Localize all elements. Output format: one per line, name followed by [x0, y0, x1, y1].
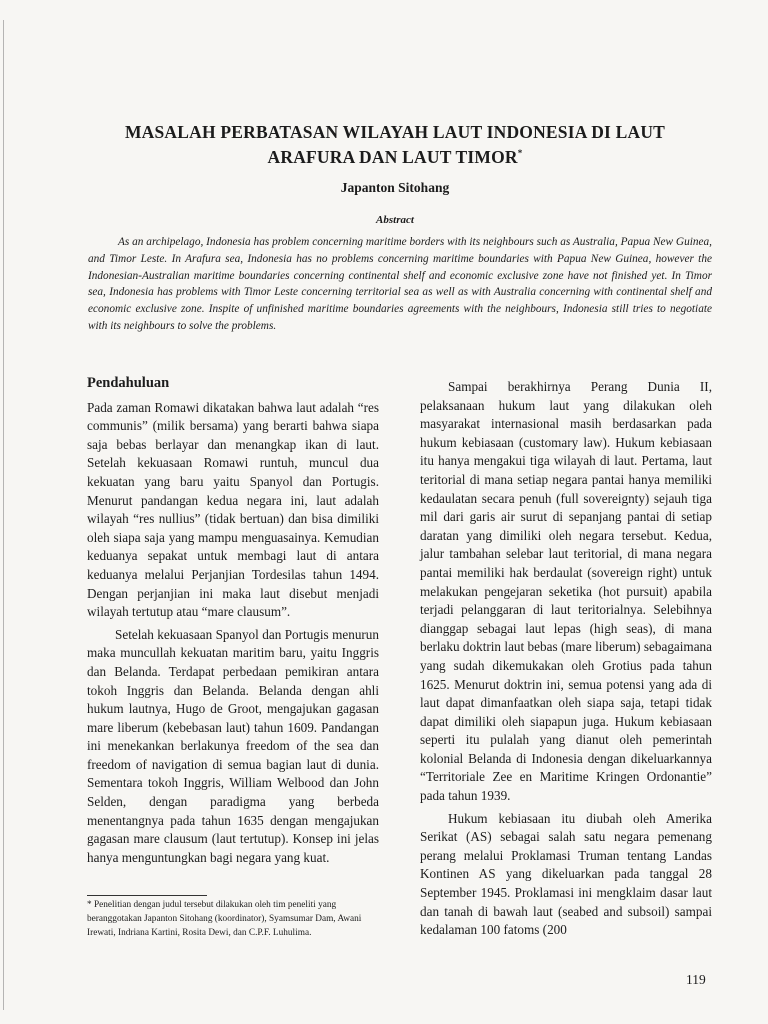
page-edge-line [3, 20, 4, 1010]
left-paragraph-1: Pada zaman Romawi dikatakan bahwa laut adalah “res communis” (milik bersama) yang berarti bahwa siapa saja bebas berlayar dan menangkap ikan di laut. Setelah kekuasaan Romawi runtuh, muncul dua kekuatan yang baru yaitu Spanyol dan Portugis. Menurut pandangan kedua negara ini, laut adalah wilayah “res nullius” (tidak bertuan) dan bisa dimiliki oleh siapa saja yang mampu menguasainya. Kemudian keduanya sepakat untuk membagi laut di antara keduanya melalui Perjanjian Tordesilas tahun 1494. Dengan perjanjian ini maka laut disebut menjadi wilayah tertutup atau “mare clausum”. [87, 399, 379, 620]
right-column [420, 378, 712, 944]
left-column [87, 374, 379, 871]
page-number: 119 [686, 972, 706, 987]
abstract [88, 234, 712, 335]
abstract-heading: Abstract [376, 214, 414, 226]
title-line-2 [60, 143, 730, 168]
left-paragraph-2: Setelah kekuasaan Spanyol dan Portugis menurun maka muncullah kekuatan maritim baru, yaitu Inggris dan Belanda. Terdapat perbedaan pemikiran antara tokoh Inggris dan Belanda. Belanda dengan ahli hukum lautnya, Hugo de Groot, mengajukan gagasan mare liberum (kebebasan laut) tahun 1609. Pandangan ini menekankan berlakunya freedom of the sea dan freedom of navigation di semua bagian laut di dunia. Sementara tokoh Inggris, William Welbood dan John Selden, dengan paradigma yang berbeda menentangnya pada tahun 1635 dengan mengajukan gagasan mare clausum (laut tertutup). Konsep ini jelas hanya menguntungkan bagi negara yang kuat. [87, 626, 379, 865]
title-line-1: MASALAH PERBATASAN WILAYAH LAUT INDONESIA DI LAUT [124, 122, 666, 142]
abstract-text: As an archipelago, Indonesia has problem concerning maritime borders with its neighbours such as Australia, Papua New Guinea, and Timor Leste. In Arafura sea, Indonesia has no problems concerning maritime boundaries with Papua New Guinea, however the Indonesian-Australian maritime boundaries concerning continental shelf and economic exclusive zone have not finished yet. In Timor sea, Indonesia has problems with Timor Leste concerning territorial sea as well as with Australia concerning with continental shelf and economic exclusive zone. Inspite of unfinished maritime boundaries agreements with the neighbours, Indonesia still tries to negotiate with its neighbours to solve the problems. [88, 236, 712, 332]
footnote-rule [87, 895, 207, 896]
section-heading: Pendahuluan [87, 375, 170, 391]
title-footnote-mark: * [517, 148, 523, 158]
author-name: Japanton Sitohang [340, 180, 450, 195]
title-line-2-text: ARAFURA DAN LAUT TIMOR [267, 146, 518, 167]
right-paragraph-2: Hukum kebiasaan itu diubah oleh Amerika Serikat (AS) sebagai salah satu negara pemenang perang melalui Proklamasi Truman tentang Landas Kontinen AS yang dikeluarkan pada tanggal 28 September 1945. Proklamasi ini mengklaim dasar laut dan tanah di bawah laut (seabed and subsoil) sampai kedalaman 100 fatoms (200 [420, 810, 712, 938]
right-paragraph-1: Sampai berakhirnya Perang Dunia II, pelaksanaan hukum laut yang dilakukan oleh masyarakat internasional masih berdasarkan pada hukum kebiasaan (customary law). Hukum kebiasaan itu hanya mengakui tiga wilayah di laut. Pertama, laut teritorial di mana setiap negara pantai hanya memiliki kedaulatan secara penuh (full sovereignty) sejauh tiga mil dari garis air surut di sepanjang pantai di setiap daratan yang dimiliki oleh negara tersebut. Kedua, jalur tambahan selebar laut teritorial, di mana negara pantai memiliki hak berdaulat (sovereign right) untuk melakukan pengejaran seketika (hot pursuit) apabila terjadi pelanggaran di laut teritorialnya. Selebihnya dianggap sebagai laut lepas (high seas), di mana berlaku doktrin laut bebas (mare liberum) sebagaimana yang sudah dikemukakan oleh Grotius pada tahun 1625. Menurut doktrin ini, semua potensi yang ada di laut dapat dimanfaatkan oleh siapa saja, tetapi tidak dapat dimiliki oleh siapapun juga. Hukum kebiasaan seperti itu pulalah yang dianut oleh pemerintah kolonial Belanda di Indonesia dengan dikeluarkannya “Territoriale Zee en Maritime Kringen Ordonantie” pada tahun 1939. [420, 379, 712, 804]
article-title [60, 122, 730, 168]
footnote: * Penelitian dengan judul tersebut dilakukan oleh tim peneliti yang beranggotakan Japanton Sitohang (koordinator), Syamsumar Dam, Awani Irewati, Indriana Kartini, Rosita Dewi, dan C.P.F. Luhulima. [87, 900, 362, 938]
